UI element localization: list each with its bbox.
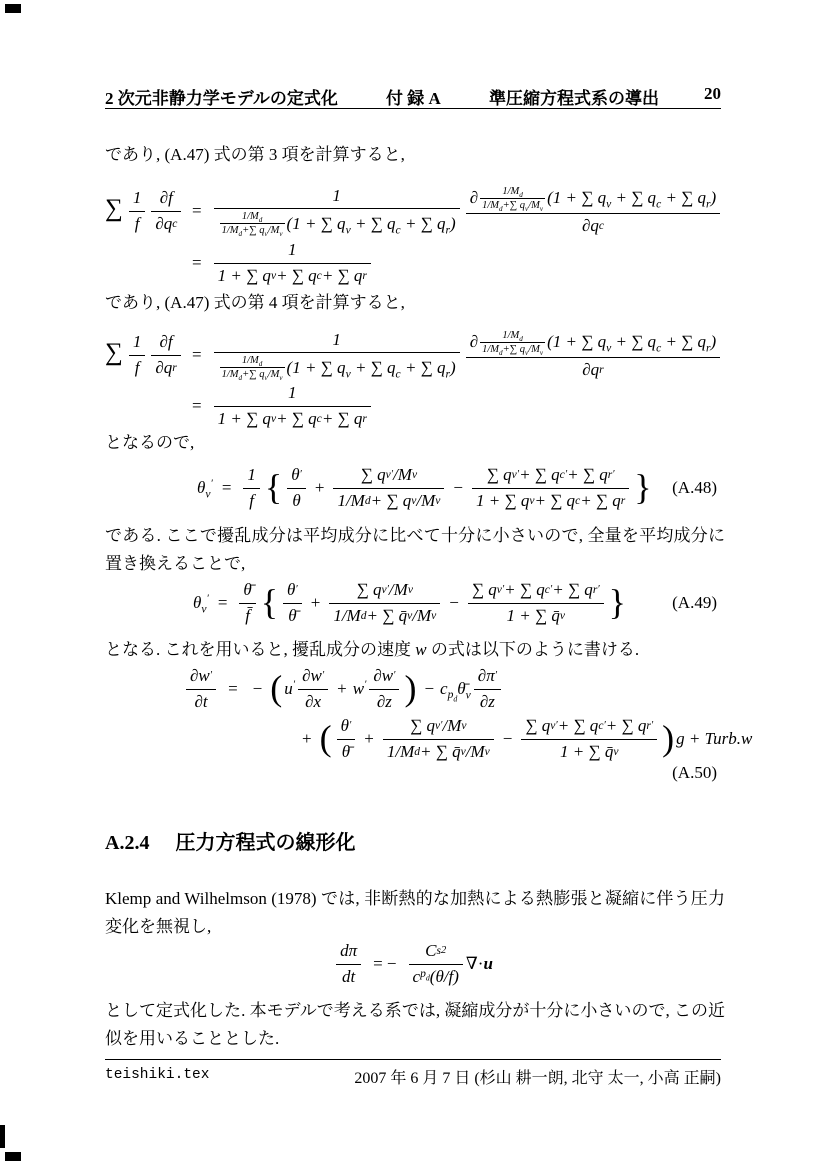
header-appendix-title: 準圧縮方程式系の導出 xyxy=(489,89,659,108)
equation-a50-line2: + ( θ ′ θ̄ + ∑ q v ′ /M v 1/M d + ∑ q̄ v /M v − ∑ q v ′ + ∑ q c ′ + ∑ q r ′ 1 + ∑ q̄ v ) g + Turb.w xyxy=(296,712,752,766)
section-heading xyxy=(105,826,355,855)
header-rule xyxy=(105,108,721,109)
equation-number-a48: (A.48) xyxy=(672,478,717,497)
equation-a47-term4-line1 xyxy=(105,320,723,390)
paragraph-6: Klemp and Wilhelmson (1978) では, 非断熱的な加熱による熱膨張と凝縮に伴う圧力変化を無視し, xyxy=(105,889,725,936)
paragraph-1: であり, (A.47) 式の第 3 項を計算すると, xyxy=(105,145,405,164)
equals-sign: = xyxy=(221,478,232,497)
equals-sign: = xyxy=(192,253,202,272)
equals-sign: = xyxy=(192,345,202,364)
paragraph-3: となるので, xyxy=(105,433,195,452)
corner-mark-top-left xyxy=(5,4,21,13)
paragraph-2: であり, (A.47) 式の第 4 項を計算すると, xyxy=(105,293,405,312)
footer-date-authors: 2007 年 6 月 7 日 (杉山 耕一朗, 北守 太一, 小高 正嗣) xyxy=(354,1070,721,1087)
fraction: ∂ $1/M_d$ $1/M_d+\sum$ $q_v/M_v$ (1 + ∑ $q_v$ + ∑ $q_c$ + ∑ $q_r$) ∂q c xyxy=(466,184,721,238)
paragraph-7: として定式化した. 本モデルで考える系では, 凝縮成分が十分に小さいので, この近似を用いることとした. xyxy=(105,1001,725,1048)
equation-a47-term3-line2 xyxy=(105,240,374,286)
equals-sign: = xyxy=(192,201,202,220)
equation-a49: $\theta_v'$ = $\frac{\thetā}{f̄}$ { θ ′ θ̄ + ∑ q v ′ /M v 1/M d + ∑ q̄ v /M v − ∑ q v ′ + ∑ q c ′ + ∑ q r ′ 1 + ∑ q̄ v } (A.49) xyxy=(105,577,717,629)
header-appendix-label: 付 録 A xyxy=(386,89,441,108)
fraction: 1 $1/M_d$ $1/M_d+\sum$ $q_v/M_v$ (1 + ∑ $q_v$ + ∑ $q_c$ + ∑ $q_r$) xyxy=(214,184,460,238)
equals-sign: = xyxy=(228,679,238,698)
section-title: 圧力方程式の線形化 xyxy=(175,832,356,854)
edge-mark-left xyxy=(0,1125,5,1148)
equals-minus: = − xyxy=(373,954,397,973)
page-number: 20 xyxy=(704,84,721,103)
equals-sign: = xyxy=(192,396,202,415)
equation-a50-line1: ∂w ′ ∂t = − ( u′ ∂w ′ ∂x + w′ ∂w ′ ∂z ) − $c_{p_d}\thetā_v$ ∂π ′ ∂z xyxy=(183,664,504,714)
velocity-vector: u xyxy=(483,954,493,973)
equation-a48: $\theta_v'$ = $\frac{1}{f}$ { θ ′ θ + ∑ q v ′ /M v 1/M d + ∑ q v /M v − ∑ q v ′ + ∑ q c ′ + ∑ q r ′ 1 + ∑ q v + ∑ q c + ∑ q r } (A.48) xyxy=(105,459,717,517)
fraction: ∂ $1/M_d$ $1/M_d+\sum$ $q_v/M_v$ (1 + ∑ $q_v$ + ∑ $q_c$ + ∑ $q_r$) ∂q r xyxy=(466,328,721,382)
nabla-dot: ∇· xyxy=(465,954,484,973)
paragraph-4: である. ここで擾乱成分は平均成分に比べて十分に小さいので, 全量を平均成分に置き換えることで, xyxy=(105,526,725,573)
footer-filename: teishiki.tex xyxy=(105,1067,210,1083)
equation-lhs: ∑ 1 f ∂f ∂q c xyxy=(105,186,183,235)
header-chapter-title: 2 次元非静力学モデルの定式化 xyxy=(105,89,338,108)
equation-number-a50: (A.50) xyxy=(672,763,717,782)
equation-number-a49: (A.49) xyxy=(672,593,717,612)
corner-mark-bottom-left xyxy=(5,1152,21,1161)
sum-symbol: ∑ xyxy=(105,339,123,366)
equation-a47-term4-line2 xyxy=(105,383,374,429)
fraction: 1 1 + ∑ q v + ∑ q c + ∑ q r xyxy=(214,381,371,430)
sum-symbol: ∑ xyxy=(105,195,123,222)
equation-lhs: ∑ 1 f ∂f ∂q r xyxy=(105,330,183,379)
math-w: w xyxy=(415,640,427,659)
footer-rule xyxy=(105,1059,721,1060)
equation-pressure: $\frac{d\pi}{dt}$ = − C s 2 c $p_d$ (θ/f) ∇· u xyxy=(105,938,721,990)
fraction: 1 1 + ∑ q v + ∑ q c + ∑ q r xyxy=(214,238,371,287)
equation-a47-term3-line1 xyxy=(105,176,723,246)
equals-sign: = xyxy=(217,593,228,612)
fraction: 1 $1/M_d$ $1/M_d+\sum$ $q_v/M_v$ (1 + ∑ $q_v$ + ∑ $q_c$ + ∑ $q_r$) xyxy=(214,328,460,382)
paragraph-5: となる. これを用いると, 擾乱成分の速度 w の式は以下のように書ける. xyxy=(105,640,640,659)
section-number: A.2.4 xyxy=(105,832,150,854)
